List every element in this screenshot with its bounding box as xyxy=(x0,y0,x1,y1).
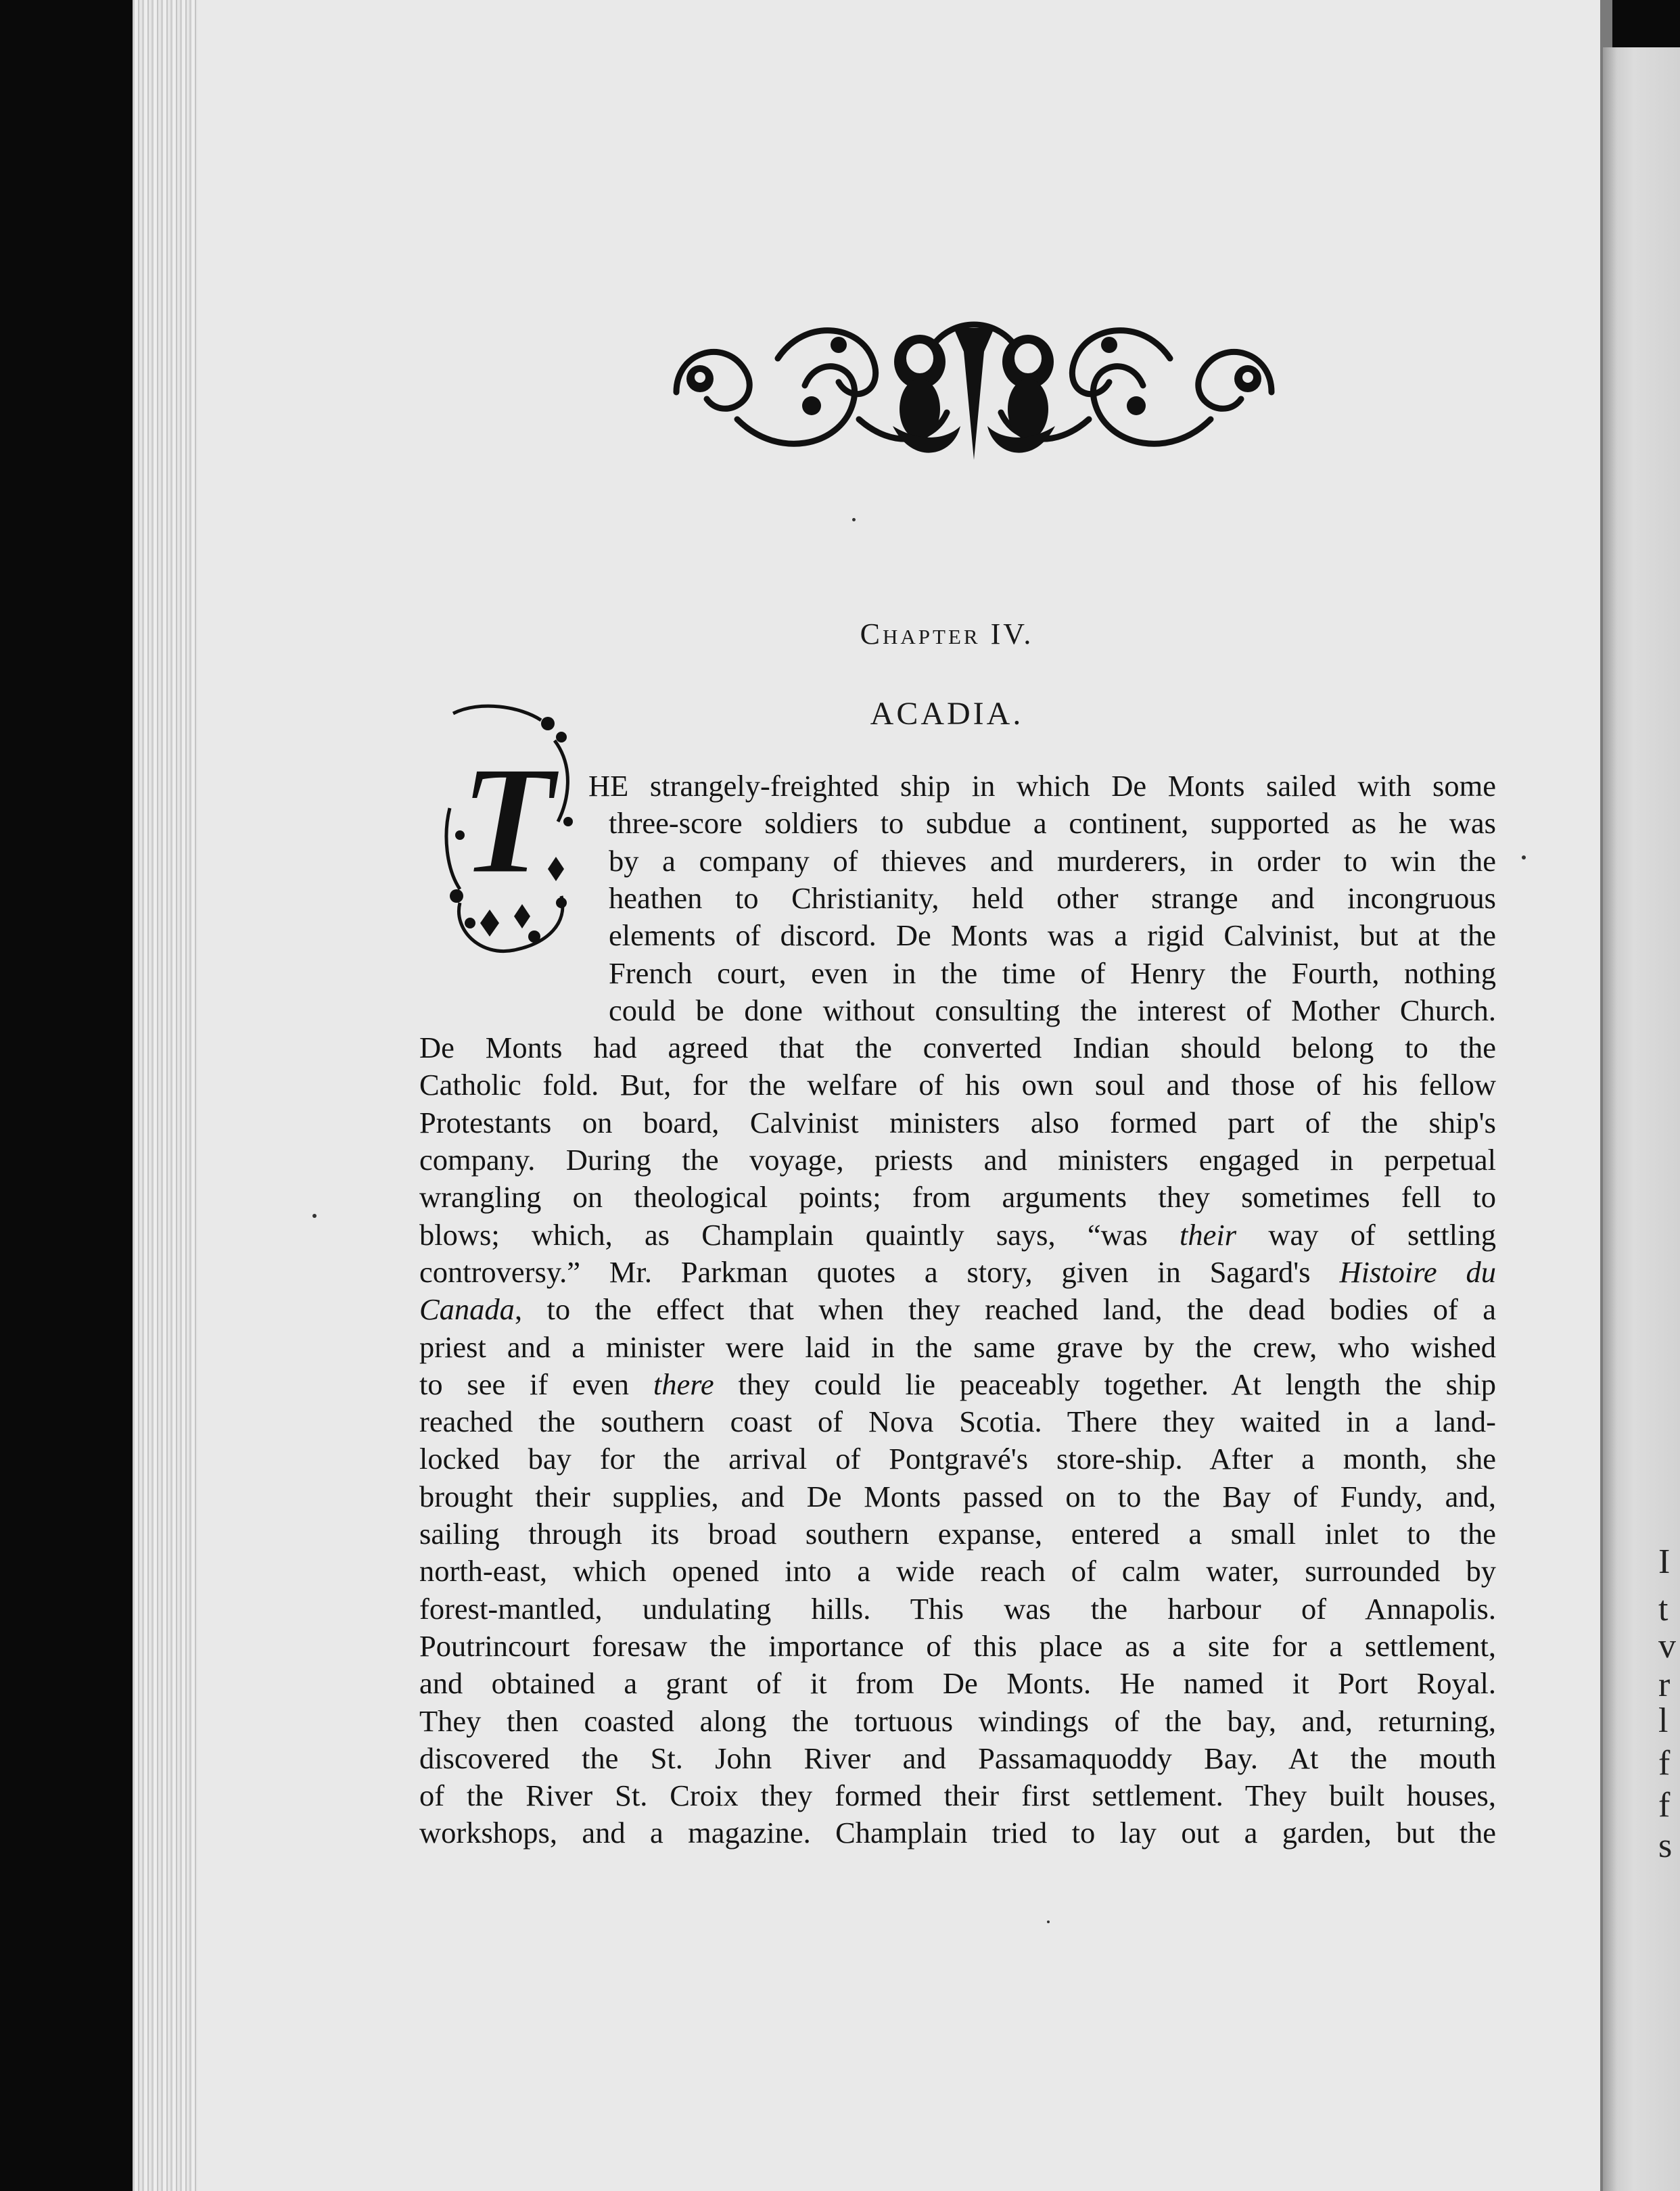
body-line xyxy=(419,1291,1496,1327)
chapter-title: ACADIA. xyxy=(870,696,1024,732)
body-line xyxy=(609,992,1496,1029)
line-text: Catholic fold. But, for the welfare of his own soul and those of his fellow xyxy=(419,1068,1496,1102)
line-text: De Monts had agreed that the converted Indian should belong to the xyxy=(419,1031,1496,1065)
line-text: blows; which, as Champlain quaintly says, “was xyxy=(419,1217,1180,1252)
line-text: French court, even in the time of Henry the Fourth, nothing xyxy=(609,956,1496,990)
body-line xyxy=(419,1403,1496,1440)
line-text: could be done without consulting the interest of Mother Church. xyxy=(609,993,1496,1027)
line-text: locked bay for the arrival of Pontgravé's store-ship. After a month, she xyxy=(419,1442,1496,1476)
body-line xyxy=(419,1029,1496,1066)
line-text: reached the southern coast of Nova Scotia. There they waited in a land- xyxy=(419,1405,1496,1439)
body-line xyxy=(609,805,1496,841)
body-line xyxy=(419,1329,1496,1365)
line-text: , to the effect that when they reached land, the dead bodies of a xyxy=(514,1292,1496,1327)
line-text: sailing through its broad southern expanse, entered a small inlet to the xyxy=(419,1517,1496,1551)
body-line xyxy=(588,768,1496,804)
line-text: workshops, and a magazine. Champlain tried to lay out a garden, but the xyxy=(419,1816,1496,1850)
body-line xyxy=(419,1179,1496,1215)
line-text: forest-mantled, undulating hills. This was the harbour of Annapolis. xyxy=(419,1591,1496,1626)
line-text: controversy.” Mr. Parkman quotes a story, given in Sagard's xyxy=(419,1254,1340,1289)
body-line xyxy=(419,1066,1496,1103)
body-line xyxy=(419,1628,1496,1664)
next-page-letter: r xyxy=(1658,1666,1671,1704)
dust-speck xyxy=(1047,1921,1050,1923)
body-line xyxy=(419,1777,1496,1814)
body-line xyxy=(609,917,1496,953)
line-text: company. During the voyage, priests and ministers engaged in perpetual xyxy=(419,1143,1496,1177)
body-line xyxy=(419,1478,1496,1515)
body-line xyxy=(419,1141,1496,1178)
line-text: HE strangely-freighted ship in which De Monts sailed with some xyxy=(588,769,1496,803)
body-line xyxy=(419,1814,1496,1851)
body-line xyxy=(609,955,1496,991)
line-text: they could lie peaceably together. At length the ship xyxy=(714,1367,1496,1401)
line-text: and obtained a grant of it from De Monts. He named it Port Royal. xyxy=(419,1666,1496,1701)
body-line xyxy=(419,1217,1496,1253)
line-text: way of settling xyxy=(1236,1217,1496,1252)
body-line xyxy=(609,880,1496,916)
body-line xyxy=(419,1591,1496,1627)
line-text: brought their supplies, and De Monts passed on to the Bay of Fundy, and, xyxy=(419,1479,1496,1513)
next-page-letter: f xyxy=(1658,1786,1671,1824)
body-line xyxy=(419,1553,1496,1589)
italic-text: Canada xyxy=(419,1292,515,1327)
next-page-letter: t xyxy=(1658,1590,1669,1628)
line-text: by a company of thieves and murderers, in order to win the xyxy=(609,843,1496,878)
chapter-heading: Chapter IV. xyxy=(860,617,1034,651)
dust-speck xyxy=(312,1214,317,1218)
body-line xyxy=(419,1703,1496,1739)
body-line xyxy=(419,1254,1496,1290)
line-text: to see if even xyxy=(419,1367,653,1401)
body-line xyxy=(609,843,1496,879)
next-page-letter: v xyxy=(1658,1627,1676,1666)
line-text: heathen to Christianity, held other strange and incongruous xyxy=(609,880,1496,915)
line-text: discovered the St. John River and Passamaquoddy Bay. At the mouth xyxy=(419,1741,1496,1775)
next-page-letter: I xyxy=(1658,1542,1671,1581)
line-text: of the River St. Croix they formed their first settlement. They built houses, xyxy=(419,1778,1496,1813)
drop-cap-letter: T xyxy=(459,734,555,906)
italic-text: there xyxy=(653,1367,714,1401)
line-text: three-score soldiers to subdue a continent, supported as he was xyxy=(609,806,1496,841)
line-text: wrangling on theological points; from arguments they sometimes fell to xyxy=(419,1180,1496,1215)
line-text: elements of discord. De Monts was a rigid Calvinist, but at the xyxy=(609,918,1496,953)
body-line xyxy=(419,1515,1496,1552)
italic-text: their xyxy=(1180,1217,1237,1252)
line-text: north-east, which opened into a wide reach of calm water, surrounded by xyxy=(419,1554,1496,1588)
body-line xyxy=(419,1665,1496,1701)
line-text: Poutrincourt foresaw the importance of this place as a site for a settlement, xyxy=(419,1628,1496,1663)
italic-text: Histoire du xyxy=(1339,1254,1496,1289)
body-line xyxy=(419,1366,1496,1403)
line-text: They then coasted along the tortuous windings of the bay, and, returning, xyxy=(419,1703,1496,1738)
body-line xyxy=(419,1104,1496,1141)
next-page-letter: f xyxy=(1658,1744,1671,1783)
line-text: Protestants on board, Calvinist ministers also formed part of the ship's xyxy=(419,1105,1496,1139)
body-line xyxy=(419,1440,1496,1477)
body-line xyxy=(419,1740,1496,1776)
dust-speck xyxy=(1522,855,1526,859)
line-text: priest and a minister were laid in the same grave by the crew, who wished xyxy=(419,1329,1496,1364)
next-page-letter: s xyxy=(1658,1827,1673,1865)
next-page-letter: l xyxy=(1658,1701,1669,1740)
dust-speck xyxy=(852,518,856,521)
